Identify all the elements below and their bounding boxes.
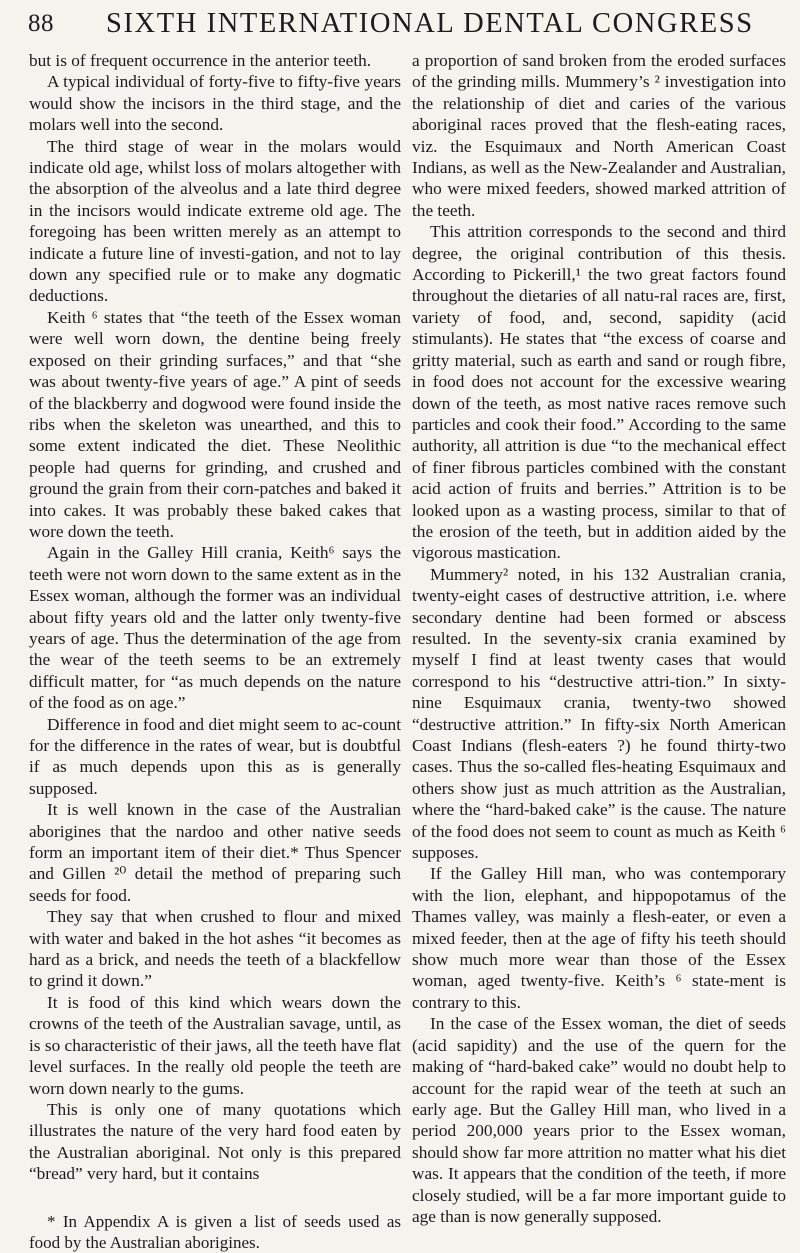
- left-column: [29, 50, 401, 1253]
- paragraph: It is well known in the case of the Australian aborigines that the nardoo and other native seeds form an important item of their diet.* Thus Spencer and Gillen ²⁰ detail the method of preparing such seeds for food.: [29, 800, 401, 905]
- page-header: [28, 6, 780, 40]
- paragraph: They say that when crushed to flour and mixed with water and baked in the hot ashes “it becomes as hard as a brick, and needs the teeth of a blackfellow to grind it down.”: [29, 907, 401, 991]
- page-number: 88: [28, 10, 54, 37]
- paragraph: a proportion of sand broken from the eroded surfaces of the grinding mills. Mummery’s ² investigation into the relationship of diet and caries of the various aboriginal races proved that the flesh-eating races, viz. the Esquimaux and North American Coast Indians, as well as the New-Zealander and Australian, who were mixed feeders, showed marked attrition of the teeth.: [412, 51, 786, 220]
- paragraph: It is food of this kind which wears down the crowns of the teeth of the Australian savage, until, as is so characteristic of their jaws, all the teeth have flat level surfaces. In the really old people the teeth are worn down nearly to the gums.: [29, 992, 401, 1098]
- right-column: [412, 50, 786, 1227]
- paragraph: A typical individual of forty-five to fifty-five years would show the incisors in the third stage, and the molars well into the second.: [29, 72, 401, 135]
- paragraph: but is of frequent occurrence in the anterior teeth.: [29, 51, 372, 70]
- paragraph: Mummery² noted, in his 132 Australian crania, twenty-eight cases of destructive attrition, i.e. where secondary dentine had been formed or abscess resulted. In the seventy-six crania examined by myself I find at least twenty cases that would correspond to his “destructive attri-tion.” In sixty-nine Esquimaux crania, twenty-two showed “destructive attrition.” In fifty-six North American Coast Indians (flesh-eaters ?) he found thirty-two cases. Thus the so-called fles-heating Esquimaux and others show just as much attrition as the Australian, where the “hard-baked cake” is the cause. The nature of the food does not seem to count as much as Keith ⁶ supposes.: [412, 564, 786, 863]
- running-title: SIXTH INTERNATIONAL DENTAL CONGRESS: [106, 8, 754, 39]
- paragraph: Difference in food and diet might seem to ac-count for the difference in the rates of wear, but is doubtful if as much depends upon this as is generally supposed.: [29, 714, 401, 798]
- paragraph: In the case of the Essex woman, the diet of seeds (acid sapidity) and the use of the quern for the making of “hard-baked cake” would no doubt help to account for the rapid wear of the teeth at such an early age. But the Galley Hill man, who lived in a period 200,000 years prior to the Essex woman, should show far more attrition no matter what his diet was. It appears that the condition of the teeth, if more closely studied, will be a far more important guide to age than is now generally supposed.: [412, 1014, 786, 1226]
- paragraph: The third stage of wear in the molars would indicate old age, whilst loss of molars altogether with the absorption of the alveolus and a late third degree in the incisors would indicate extreme old age. The foregoing has been written merely as an attempt to indicate a future line of investi-gation, and not to lay down any specified rule or to make any dogmatic deductions.: [29, 136, 401, 306]
- paragraph: Again in the Galley Hill crania, Keith⁶ says the teeth were not worn down to the same extent as in the Essex woman, although the former was an individual about fifty years old and the latter only twenty-five years of age. Thus the determination of the age from the wear of the teeth seems to be an extremely difficult matter, for “as much depends on the nature of the food as on age.”: [29, 543, 401, 713]
- paragraph: Keith ⁶ states that “the teeth of the Essex woman were well worn down, the dentine being freely exposed on their grinding surfaces,” and that “she was about twenty-five years of age.” A pint of seeds of the blackberry and dogwood were found inside the ribs when the skeleton was unearthed, and this to some extent indicated the diet. These Neolithic people had querns for grinding, and crushed and ground the grain from their corn-patches and baked it into cakes. It was probably these baked cakes that wore down the teeth.: [29, 307, 401, 541]
- paragraph: This is only one of many quotations which illustrates the nature of the very hard food eaten by the Australian aboriginal. Not only is this prepared “bread” very hard, but it contains: [29, 1099, 401, 1184]
- paragraph: This attrition corresponds to the second and third degree, the original contribution of this thesis. According to Pickerill,¹ the two great factors found throughout the dietaries of all natu-ral races are, first, variety of food, and, second, sapidity (acid stimulants). He states that “the excess of coarse and gritty material, such as earth and sand or rough fibre, in food does not account for the excessive wearing down of the teeth, as most native races remove such particles and cook their food.” According to the same authority, all attrition is due “to the mechanical effect of finer fibrous particles combined with the constant acid action of fruits and berries.” Attrition is to be looked upon as a wasting process, similar to that of the erosion of the teeth, but in addition aided by the vigorous mastication.: [412, 222, 786, 563]
- paragraph: If the Galley Hill man, who was contemporary with the lion, elephant, and hippopotamus of the Thames valley, was mainly a flesh-eater, or even a mixed feeder, then at the age of fifty his teeth should show much more wear than those of the Essex woman, aged twenty-five. Keith’s ⁶ state-ment is contrary to this.: [412, 864, 786, 1012]
- footnote: * In Appendix A is given a list of seeds used as food by the Australian aborigines.: [29, 1211, 401, 1252]
